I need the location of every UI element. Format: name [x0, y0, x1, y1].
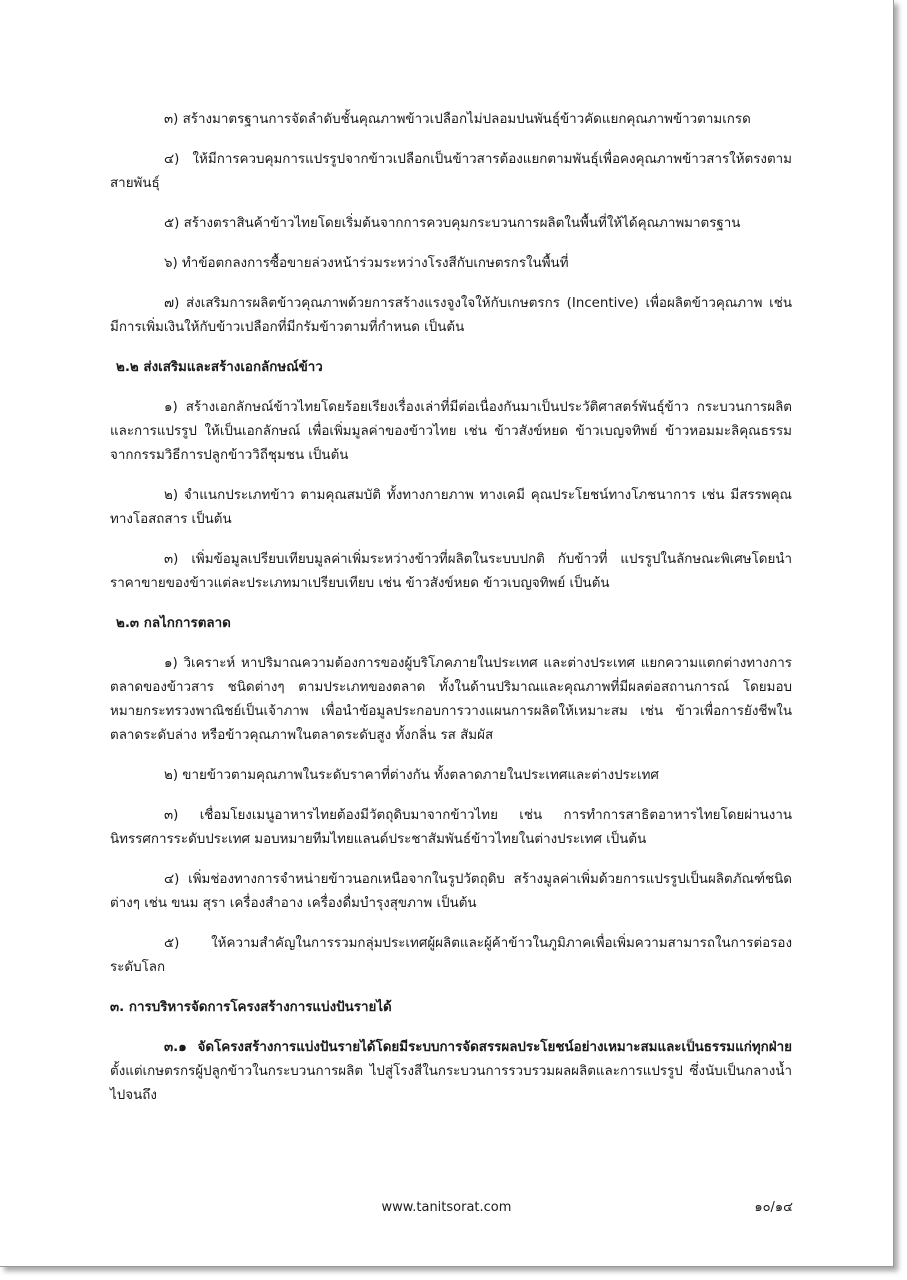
section-heading-3: ๓. การบริหารจัดการโครงสร้างการแบ่งปันรายได้: [110, 1000, 392, 1015]
paragraph-sell-by-quality: ๒) ขายข้าวตามคุณภาพในระดับราคาที่ต่างกัน ทั้งตลาดภายในประเทศและต่างประเทศ: [164, 768, 659, 783]
paragraph-sales-channels: ๔) เพิ่มช่องทางการจำหน่ายข้าวนอกเหนือจากในรูปวัตถุดิบ สร้างมูลค่าเพิ่มด้วยการแปรรูปเป็นผลิตภัณฑ์ชนิดต่างๆ เช่น ขนม สุรา เครื่องสำอาง เครื่องดื่มบำรุงสุขภาพ เป็นต้น: [110, 872, 792, 911]
paragraph-income-sharing: [110, 1036, 792, 1108]
paragraph-income-sharing-lead: ๓.๑ จัดโครงสร้างการแบ่งปันรายได้โดยมีระบบการจัดสรรผลประโยชน์อย่างเหมาะสมและเป็นธรรมแก่ทุกฝ่าย: [164, 1040, 792, 1055]
paragraph-regional-group: ๕) ให้ความสำคัญในการรวมกลุ่มประเทศผู้ผลิตและผู้ค้าข้าวในภูมิภาคเพื่อเพิ่มความสามารถในการต่อรองระดับโลก: [110, 936, 792, 975]
page-number: ๑๐/๑๔: [754, 1200, 793, 1215]
paragraph-income-sharing-rest: ตั้งแต่เกษตรกรผู้ปลูกข้าวในกระบวนการผลิต ไปสู่โรงสีในกระบวนการรวบรวมผลผลิตและการแปรรูป ซึ่งนับเป็นกลางน้ำ ไปจนถึง: [110, 1064, 792, 1103]
paragraph-classify-rice: ๒) จำแนกประเภทข้าว ตามคุณสมบัติ ทั้งทางกายภาพ ทางเคมี คุณประโยชน์ทางโภชนาการ เช่น มีสรรพคุณทางโอสถสาร เป็นต้น: [110, 488, 792, 527]
paragraph-milling-control: ๔) ให้มีการควบคุมการแปรรูปจากข้าวเปลือกเป็นข้าวสารต้องแยกตามพันธุ์เพื่อคงคุณภาพข้าวสารให้ตรงตามสายพันธุ์: [110, 152, 792, 191]
section-heading-2-2: ๒.๒ ส่งเสริมและสร้างเอกลักษณ์ข้าว: [116, 360, 323, 375]
paragraph-forward-contract: ๖) ทำข้อตกลงการซื้อขายล่วงหน้าร่วมระหว่างโรงสีกับเกษตรกรในพื้นที่: [164, 256, 569, 271]
paragraph-grading-standard: ๓) สร้างมาตรฐานการจัดลำดับชั้นคุณภาพข้าวเปลือกไม่ปลอมปนพันธุ์ข้าวคัดแยกคุณภาพข้าวตามเกรด: [164, 112, 751, 127]
paragraph-market-analysis: ๑) วิเคราะห์ หาปริมาณความต้องการของผู้บริโภคภายในประเทศ และต่างประเทศ แยกความแตกต่างทางการตลาดของข้าวสาร ชนิดต่างๆ ตามประเภทของตลาด ทั้งในด้านปริมาณและคุณภาพที่มีผลต่อสถานการณ์ โดยมอบหมายกระทรวงพาณิชย์เป็นเจ้าภาพ เพื่อนำข้อมูลประกอบการวางแผนการผลิตให้เหมาะสม เช่น ข้าวเพื่อการยังชีพในตลาดระดับล่าง หรือข้าวคุณภาพในตลาดระดับสูง ทั้งกลิ่น รส สัมผัส: [110, 656, 792, 743]
footer-website: www.tanitsorat.com: [381, 1200, 512, 1215]
document-body: [110, 108, 792, 1124]
paragraph-thai-menu: ๓) เชื่อมโยงเมนูอาหารไทยต้องมีวัตถุดิบมาจากข้าวไทย เช่น การทำการสาธิตอาหารไทยโดยผ่านงานนิทรรศการระดับประเทศ มอบหมายทีมไทยแลนด์ประชาสัมพันธ์ข้าวไทยในต่างประเทศ เป็นต้น: [110, 808, 792, 847]
section-heading-2-3: ๒.๓ กลไกการตลาด: [116, 616, 231, 631]
paragraph-value-compare: ๓) เพิ่มข้อมูลเปรียบเทียบมูลค่าเพิ่มระหว่างข้าวที่ผลิตในระบบปกติ กับข้าวที่ แปรรูปในลักษณะพิเศษโดยนำราคาขายของข้าวแต่ละประเภทมาเปรียบเทียบ เช่น ข้าวสังข์หยด ข้าวเบญจทิพย์ เป็นต้น: [110, 552, 792, 591]
paragraph-incentive: ๗) ส่งเสริมการผลิตข้าวคุณภาพด้วยการสร้างแรงจูงใจให้กับเกษตรกร (Incentive) เพื่อผลิตข้าวคุณภาพ เช่น มีการเพิ่มเงินให้กับข้าวเปลือกที่มีกรัมข้าวตามที่กำหนด เป็นต้น: [110, 296, 792, 335]
paragraph-brand: ๕) สร้างตราสินค้าข้าวไทยโดยเริ่มต้นจากการควบคุมกระบวนการผลิตในพื้นที่ให้ได้คุณภาพมาตรฐาน: [164, 216, 741, 231]
paragraph-identity-story: ๑) สร้างเอกลักษณ์ข้าวไทยโดยร้อยเรียงเรื่องเล่าที่มีต่อเนื่องกันมาเป็นประวัติศาสตร์พันธุ์ข้าว กระบวนการผลิตและการแปรรูป ให้เป็นเอกลักษณ์ เพื่อเพิ่มมูลค่าของข้าวไทย เช่น ข้าวสังข์หยด ข้าวเบญจทิพย์ ข้าวหอมมะลิคุณธรรมจากกรรมวิธีการปลูกข้าววิถีชุมชน เป็นต้น: [110, 400, 792, 463]
